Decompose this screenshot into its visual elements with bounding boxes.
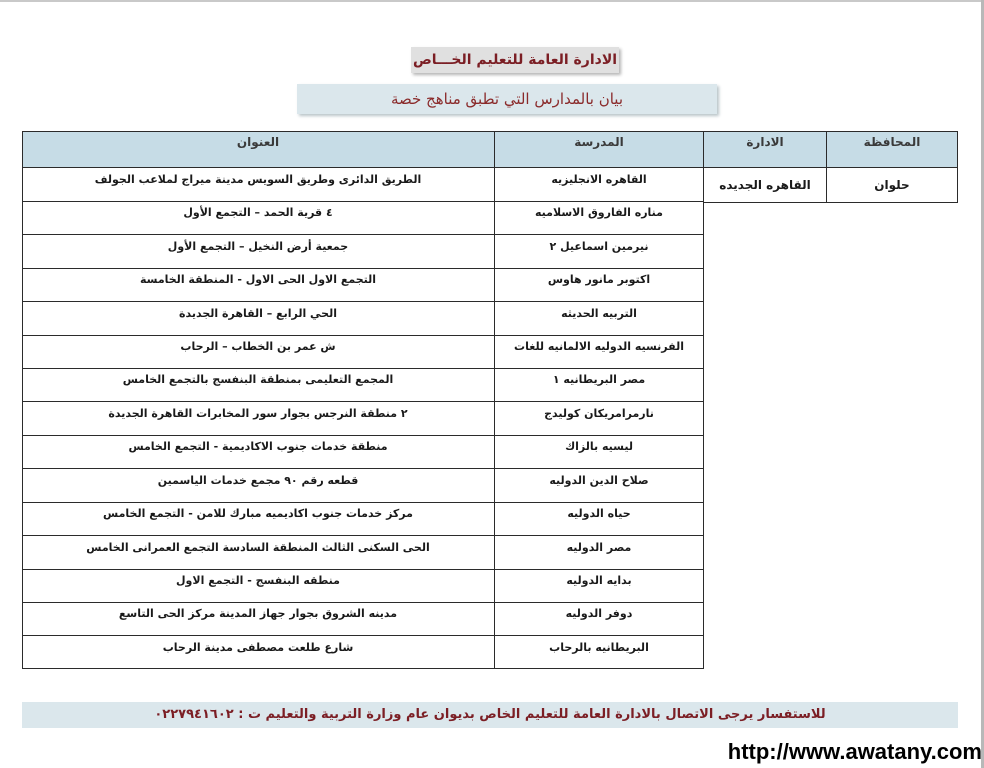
grid-hline-row bbox=[22, 201, 704, 202]
row-3-school: نيرمين اسماعيل ٢ bbox=[549, 239, 649, 253]
grid-hline-row bbox=[22, 569, 704, 570]
page-top-border bbox=[0, 0, 984, 2]
grid-hline-row bbox=[22, 268, 704, 269]
row-15-address: شارع طلعت مصطفى مدينة الرحاب bbox=[162, 640, 354, 654]
row-8-school: نارمرامريكان كوليدج bbox=[544, 406, 654, 420]
grid-hline-row bbox=[22, 635, 704, 636]
row-4-school: اكتوبر مانور هاوس bbox=[547, 272, 651, 286]
grid-hline-merged-bottom bbox=[704, 202, 958, 203]
grid-hline-row bbox=[22, 535, 704, 536]
grid-hline-row bbox=[22, 435, 704, 436]
row-12-address: الحى السكنى الثالث المنطقة السادسة التجمع العمرانى الخامس bbox=[86, 540, 430, 554]
header-address: العنوان bbox=[236, 135, 280, 149]
row-5-school: التربيه الحديثه bbox=[561, 306, 637, 320]
row-13-school: بدايه الدوليه bbox=[566, 573, 632, 587]
row-1-address: الطريق الدائرى وطريق السويس مدينة ميراج لملاعب الجولف bbox=[94, 172, 422, 186]
row-14-school: دوفر الدوليه bbox=[565, 606, 633, 620]
row-1-school: القاهره الانجليزيه bbox=[551, 172, 647, 186]
row-11-address: مركز خدمات جنوب اكاديميه مبارك للامن - التجمع الخامس bbox=[103, 506, 413, 520]
row-2-school: مناره الفاروق الاسلاميه bbox=[535, 205, 663, 219]
grid-hline-top bbox=[22, 131, 958, 132]
row-7-school: مصر البريطانيه ١ bbox=[552, 372, 646, 386]
governorate-value: حلوان bbox=[874, 178, 910, 192]
row-14-address: مدينه الشروق بجوار جهاز المدينة مركز الحى التاسع bbox=[118, 606, 398, 620]
row-6-school: الفرنسيه الدوليه الالمانيه للغات bbox=[514, 339, 684, 353]
row-9-address: منطقة خدمات جنوب الاكاديمية - التجمع الخامس bbox=[128, 439, 388, 453]
grid-hline-row bbox=[22, 335, 704, 336]
row-3-address: جمعية أرض النخيل – التجمع الأول bbox=[167, 239, 349, 253]
row-6-address: ش عمر بن الخطاب – الرحاب bbox=[180, 339, 336, 353]
row-10-school: صلاح الدين الدوليه bbox=[549, 473, 649, 487]
page-subtitle: بيان بالمدارس التي تطبق مناهج خصة bbox=[297, 84, 717, 114]
row-5-address: الحي الرابع – القاهرة الجديدة bbox=[179, 306, 338, 320]
row-13-address: منطقه البنفسج - التجمع الاول bbox=[176, 573, 340, 587]
grid-hline-row bbox=[22, 301, 704, 302]
grid-vline-left bbox=[22, 131, 23, 669]
contact-footer: للاستفسار يرجى الاتصال بالادارة العامة للتعليم الخاص بديوان عام وزارة التربية والتعليم ت : ٠٢٢٧٩٤١٦٠٢ bbox=[22, 702, 958, 728]
administration-value: القاهره الجديده bbox=[719, 178, 811, 192]
row-9-school: ليسيه بالزاك bbox=[565, 439, 633, 453]
grid-hline-row bbox=[22, 502, 704, 503]
grid-hline-row bbox=[22, 602, 704, 603]
grid-hline-row bbox=[22, 234, 704, 235]
row-11-school: حياه الدوليه bbox=[567, 506, 631, 520]
page-title: الادارة العامة للتعليم الخـــاص bbox=[411, 47, 619, 73]
grid-hline-row bbox=[22, 368, 704, 369]
row-15-school: البريطانيه بالرحاب bbox=[549, 640, 649, 654]
row-7-address: المجمع التعليمى بمنطقة البنفسج بالتجمع الخامس bbox=[122, 372, 394, 386]
header-governorate: المحافظة bbox=[863, 135, 921, 149]
header-administration: الادارة bbox=[746, 135, 784, 149]
grid-hline-bottom bbox=[22, 668, 704, 669]
row-2-address: ٤ قرية الحمد – التجمع الأول bbox=[183, 205, 333, 219]
row-10-address: قطعه رقم ٩٠ مجمع خدمات الياسمين bbox=[157, 473, 359, 487]
header-school: المدرسة bbox=[574, 135, 624, 149]
grid-hline-row bbox=[22, 468, 704, 469]
grid-vline-address-school bbox=[494, 131, 495, 669]
row-4-address: التجمع الاول الحى الاول - المنطقة الخامسة bbox=[139, 272, 377, 286]
row-12-school: مصر الدوليه bbox=[566, 540, 632, 554]
grid-hline-header bbox=[22, 167, 958, 168]
website-watermark[interactable]: http://www.awatany.com bbox=[727, 739, 982, 764]
grid-vline-school-admin bbox=[703, 131, 704, 669]
grid-hline-row bbox=[22, 401, 704, 402]
row-8-address: ٢ منطقة النرجس بجوار سور المخابرات القاهرة الجديدة bbox=[108, 406, 408, 420]
